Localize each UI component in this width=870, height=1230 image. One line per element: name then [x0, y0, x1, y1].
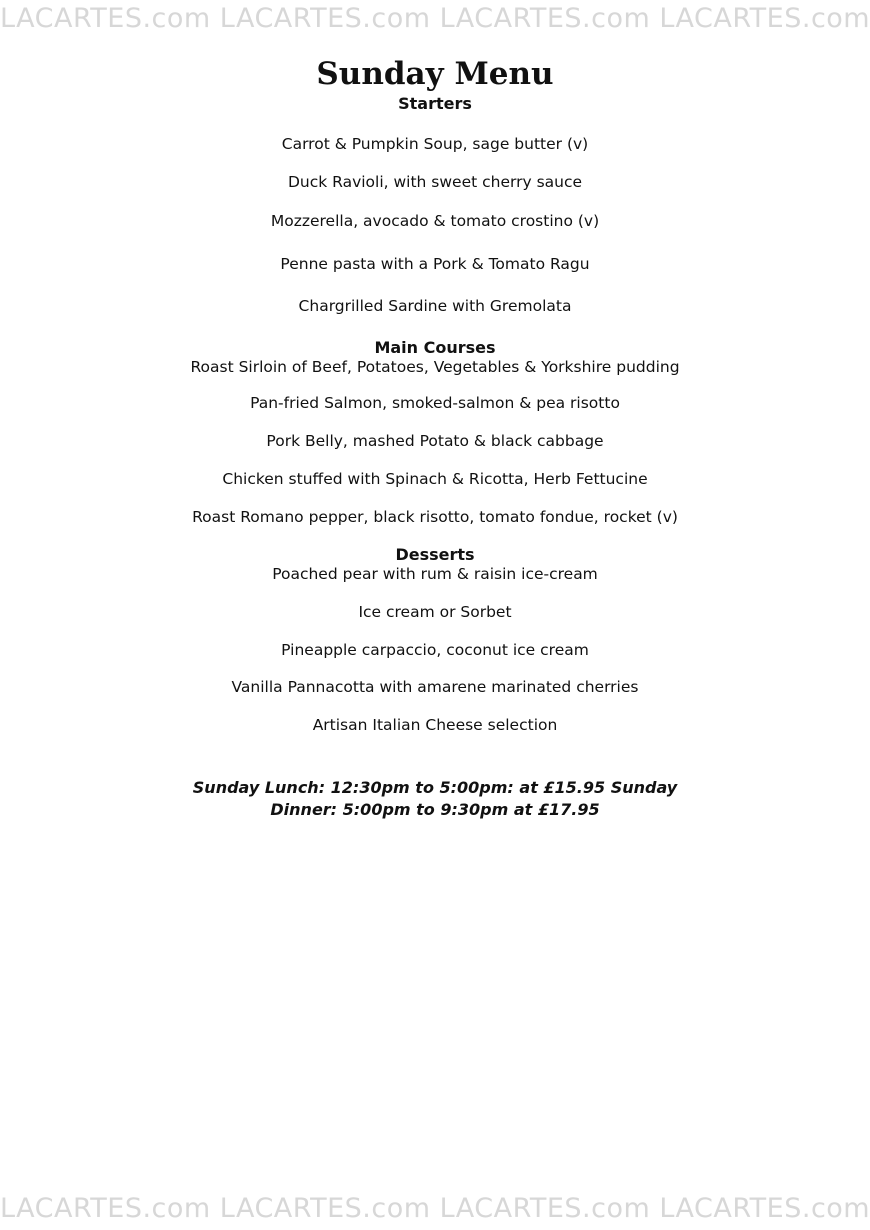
watermark-top: LACARTES.com LACARTES.com LACARTES.com LACARTES.com: [0, 3, 870, 34]
menu-item: Penne pasta with a Pork & Tomato Ragu: [280, 255, 590, 273]
menu-item: Mozzerella, avocado & tomato crostino (v): [270, 212, 600, 230]
menu-item: Carrot & Pumpkin Soup, sage butter (v): [281, 135, 589, 153]
service-times-line-2: Dinner: 5:00pm to 9:30pm at £17.95: [270, 800, 600, 819]
menu-item: Chicken stuffed with Spinach & Ricotta, Herb Fettucine: [222, 470, 648, 488]
watermark-bottom: LACARTES.com LACARTES.com LACARTES.com LACARTES.com: [0, 1193, 870, 1224]
section-heading-starters: Starters: [398, 94, 472, 113]
menu-item: Chargrilled Sardine with Gremolata: [298, 297, 572, 315]
page-title: Sunday Menu: [316, 56, 554, 92]
menu-item: Roast Romano pepper, black risotto, tomato fondue, rocket (v): [192, 508, 678, 526]
menu-item: Ice cream or Sorbet: [358, 603, 512, 621]
section-heading-desserts: Desserts: [395, 545, 475, 564]
section-heading-main-courses: Main Courses: [374, 338, 496, 357]
menu-item: Pork Belly, mashed Potato & black cabbage: [266, 432, 604, 450]
menu-item: Duck Ravioli, with sweet cherry sauce: [287, 173, 583, 191]
menu-item: Artisan Italian Cheese selection: [312, 716, 558, 734]
menu-item: Poached pear with rum & raisin ice-cream: [272, 565, 598, 583]
menu-item: Vanilla Pannacotta with amarene marinated cherries: [231, 678, 639, 696]
service-times-line-1: Sunday Lunch: 12:30pm to 5:00pm: at £15.95 Sunday: [192, 778, 678, 797]
menu-item: Pineapple carpaccio, coconut ice cream: [281, 641, 589, 659]
menu-item: Pan-fried Salmon, smoked-salmon & pea risotto: [250, 394, 620, 412]
menu-item: Roast Sirloin of Beef, Potatoes, Vegetables & Yorkshire pudding: [190, 358, 680, 376]
